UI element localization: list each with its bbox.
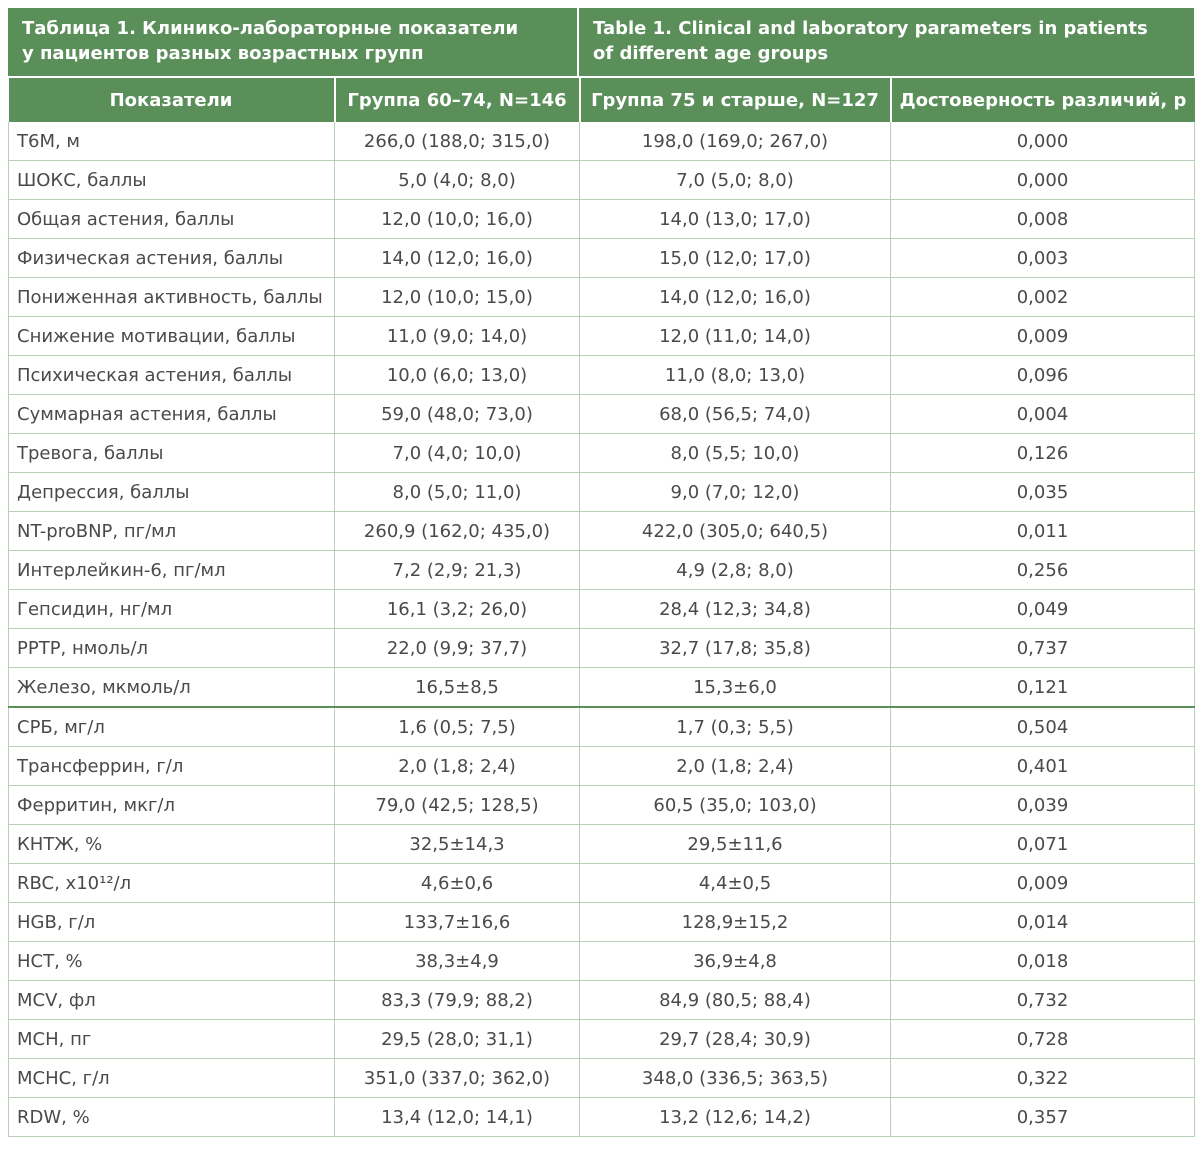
table-container [8, 8, 1194, 1137]
cell-pvalue: 0,014 [891, 903, 1195, 942]
cell-group2: 422,0 (305,0; 640,5) [580, 512, 891, 551]
cell-group1: 83,3 (79,9; 88,2) [335, 981, 580, 1020]
cell-indicator: Общая астения, баллы [9, 200, 335, 239]
cell-indicator: ШОКС, баллы [9, 161, 335, 200]
table-row [9, 161, 1195, 200]
cell-pvalue: 0,121 [891, 668, 1195, 708]
cell-indicator: Т6М, м [9, 122, 335, 161]
table-row [9, 434, 1195, 473]
cell-indicator: Снижение мотивации, баллы [9, 317, 335, 356]
table-row [9, 239, 1195, 278]
table-row [9, 356, 1195, 395]
table-row [9, 1059, 1195, 1098]
cell-pvalue: 0,035 [891, 473, 1195, 512]
table-row [9, 707, 1195, 747]
cell-group2: 12,0 (11,0; 14,0) [580, 317, 891, 356]
cell-group1: 12,0 (10,0; 16,0) [335, 200, 580, 239]
cell-group2: 11,0 (8,0; 13,0) [580, 356, 891, 395]
cell-indicator: Ферритин, мкг/л [9, 786, 335, 825]
header-group2: Группа 75 и старше, N=127 [580, 77, 891, 122]
cell-group1: 351,0 (337,0; 362,0) [335, 1059, 580, 1098]
cell-group1: 59,0 (48,0; 73,0) [335, 395, 580, 434]
table-body [9, 122, 1195, 1137]
header-pvalue: Достоверность различий, p [891, 77, 1195, 122]
title-en-line2: of different age groups [593, 43, 829, 64]
title-russian [8, 8, 579, 76]
cell-group2: 29,5±11,6 [580, 825, 891, 864]
cell-group2: 13,2 (12,6; 14,2) [580, 1098, 891, 1137]
cell-group1: 5,0 (4,0; 8,0) [335, 161, 580, 200]
cell-group1: 260,9 (162,0; 435,0) [335, 512, 580, 551]
table-row [9, 825, 1195, 864]
cell-group1: 133,7±16,6 [335, 903, 580, 942]
table-row [9, 747, 1195, 786]
cell-group1: 79,0 (42,5; 128,5) [335, 786, 580, 825]
cell-group1: 16,1 (3,2; 26,0) [335, 590, 580, 629]
title-ru-line2: у пациентов разных возрастных групп [22, 43, 424, 64]
cell-pvalue: 0,009 [891, 317, 1195, 356]
cell-group1: 266,0 (188,0; 315,0) [335, 122, 580, 161]
table-row [9, 122, 1195, 161]
cell-pvalue: 0,728 [891, 1020, 1195, 1059]
cell-pvalue: 0,003 [891, 239, 1195, 278]
cell-group1: 14,0 (12,0; 16,0) [335, 239, 580, 278]
cell-group1: 2,0 (1,8; 2,4) [335, 747, 580, 786]
cell-indicator: HGB, г/л [9, 903, 335, 942]
cell-pvalue: 0,071 [891, 825, 1195, 864]
cell-group2: 348,0 (336,5; 363,5) [580, 1059, 891, 1098]
cell-indicator: СРБ, мг/л [9, 707, 335, 747]
cell-group2: 9,0 (7,0; 12,0) [580, 473, 891, 512]
table-row [9, 278, 1195, 317]
title-english [579, 8, 1194, 76]
table-row [9, 395, 1195, 434]
cell-pvalue: 0,009 [891, 864, 1195, 903]
cell-indicator: MCV, фл [9, 981, 335, 1020]
cell-group2: 7,0 (5,0; 8,0) [580, 161, 891, 200]
cell-group2: 4,4±0,5 [580, 864, 891, 903]
cell-indicator: Железо, мкмоль/л [9, 668, 335, 708]
cell-pvalue: 0,256 [891, 551, 1195, 590]
cell-group2: 2,0 (1,8; 2,4) [580, 747, 891, 786]
cell-group1: 8,0 (5,0; 11,0) [335, 473, 580, 512]
table-row [9, 200, 1195, 239]
cell-indicator: NT-proBNP, пг/мл [9, 512, 335, 551]
cell-group1: 13,4 (12,0; 14,1) [335, 1098, 580, 1137]
cell-pvalue: 0,002 [891, 278, 1195, 317]
cell-group1: 7,0 (4,0; 10,0) [335, 434, 580, 473]
cell-indicator: Физическая астения, баллы [9, 239, 335, 278]
cell-group2: 36,9±4,8 [580, 942, 891, 981]
cell-group1: 38,3±4,9 [335, 942, 580, 981]
cell-group1: 12,0 (10,0; 15,0) [335, 278, 580, 317]
cell-indicator: Пониженная активность, баллы [9, 278, 335, 317]
cell-pvalue: 0,008 [891, 200, 1195, 239]
parameters-table [8, 76, 1195, 1137]
cell-indicator: HCT, % [9, 942, 335, 981]
cell-pvalue: 0,357 [891, 1098, 1195, 1137]
cell-pvalue: 0,000 [891, 161, 1195, 200]
title-en-line1: Table 1. Clinical and laboratory parameters in patients [593, 18, 1148, 39]
cell-pvalue: 0,126 [891, 434, 1195, 473]
table-row [9, 1098, 1195, 1137]
table-title-bar [8, 8, 1194, 76]
cell-group2: 198,0 (169,0; 267,0) [580, 122, 891, 161]
table-row [9, 981, 1195, 1020]
cell-group2: 28,4 (12,3; 34,8) [580, 590, 891, 629]
cell-indicator: Суммарная астения, баллы [9, 395, 335, 434]
cell-group2: 15,3±6,0 [580, 668, 891, 708]
cell-group2: 14,0 (13,0; 17,0) [580, 200, 891, 239]
cell-group2: 68,0 (56,5; 74,0) [580, 395, 891, 434]
cell-pvalue: 0,039 [891, 786, 1195, 825]
cell-pvalue: 0,011 [891, 512, 1195, 551]
header-group1: Группа 60–74, N=146 [335, 77, 580, 122]
table-header-row [9, 77, 1195, 122]
cell-group1: 7,2 (2,9; 21,3) [335, 551, 580, 590]
cell-group2: 29,7 (28,4; 30,9) [580, 1020, 891, 1059]
cell-indicator: Тревога, баллы [9, 434, 335, 473]
header-indicator: Показатели [9, 77, 335, 122]
cell-group2: 60,5 (35,0; 103,0) [580, 786, 891, 825]
table-row [9, 1020, 1195, 1059]
table-row [9, 629, 1195, 668]
cell-pvalue: 0,504 [891, 707, 1195, 747]
cell-indicator: Интерлейкин-6, пг/мл [9, 551, 335, 590]
cell-group2: 1,7 (0,3; 5,5) [580, 707, 891, 747]
cell-indicator: КНТЖ, % [9, 825, 335, 864]
cell-group1: 4,6±0,6 [335, 864, 580, 903]
table-row [9, 551, 1195, 590]
cell-pvalue: 0,049 [891, 590, 1195, 629]
table-row [9, 786, 1195, 825]
cell-indicator: RBC, x10¹²/л [9, 864, 335, 903]
table-row [9, 668, 1195, 708]
table-row [9, 903, 1195, 942]
cell-group2: 84,9 (80,5; 88,4) [580, 981, 891, 1020]
title-ru-line1: Таблица 1. Клинико-лабораторные показатели [22, 18, 519, 39]
table-row [9, 864, 1195, 903]
cell-pvalue: 0,401 [891, 747, 1195, 786]
cell-indicator: РРТР, нмоль/л [9, 629, 335, 668]
cell-pvalue: 0,018 [891, 942, 1195, 981]
cell-group1: 10,0 (6,0; 13,0) [335, 356, 580, 395]
cell-indicator: MCHC, г/л [9, 1059, 335, 1098]
cell-indicator: Психическая астения, баллы [9, 356, 335, 395]
table-row [9, 473, 1195, 512]
cell-indicator: Депрессия, баллы [9, 473, 335, 512]
table-row [9, 317, 1195, 356]
cell-group2: 8,0 (5,5; 10,0) [580, 434, 891, 473]
cell-pvalue: 0,096 [891, 356, 1195, 395]
cell-group1: 1,6 (0,5; 7,5) [335, 707, 580, 747]
cell-group1: 22,0 (9,9; 37,7) [335, 629, 580, 668]
table-row [9, 590, 1195, 629]
cell-group1: 11,0 (9,0; 14,0) [335, 317, 580, 356]
cell-indicator: MCH, пг [9, 1020, 335, 1059]
cell-pvalue: 0,737 [891, 629, 1195, 668]
cell-pvalue: 0,732 [891, 981, 1195, 1020]
cell-group1: 32,5±14,3 [335, 825, 580, 864]
cell-pvalue: 0,004 [891, 395, 1195, 434]
cell-indicator: Гепсидин, нг/мл [9, 590, 335, 629]
cell-pvalue: 0,000 [891, 122, 1195, 161]
cell-group2: 32,7 (17,8; 35,8) [580, 629, 891, 668]
cell-group2: 15,0 (12,0; 17,0) [580, 239, 891, 278]
cell-indicator: Трансферрин, г/л [9, 747, 335, 786]
cell-pvalue: 0,322 [891, 1059, 1195, 1098]
cell-group1: 16,5±8,5 [335, 668, 580, 708]
cell-group2: 128,9±15,2 [580, 903, 891, 942]
cell-indicator: RDW, % [9, 1098, 335, 1137]
cell-group1: 29,5 (28,0; 31,1) [335, 1020, 580, 1059]
cell-group2: 4,9 (2,8; 8,0) [580, 551, 891, 590]
table-row [9, 512, 1195, 551]
table-row [9, 942, 1195, 981]
cell-group2: 14,0 (12,0; 16,0) [580, 278, 891, 317]
